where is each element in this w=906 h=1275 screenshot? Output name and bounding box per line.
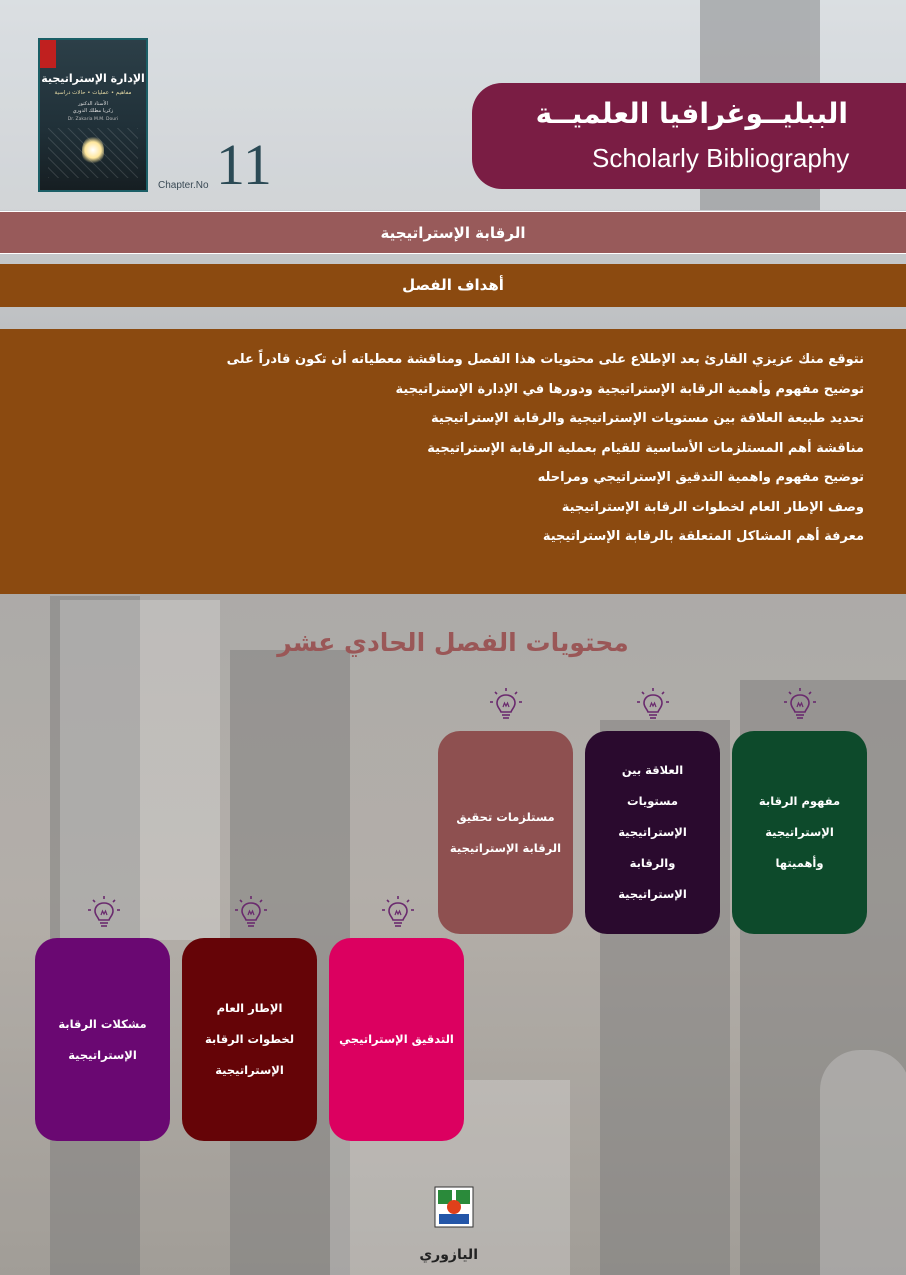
header-banner [472, 83, 906, 189]
objective-line: توضيح مفهوم واهمية التدقيق الإستراتيجي ومراحله [537, 470, 864, 485]
objectives-heading-bar: أهداف الفصل [0, 264, 906, 307]
content-card: مشكلات الرقابة الإستراتيجية [35, 938, 170, 1141]
objective-line: نتوقع منك عزيزي القارئ بعد الإطلاع على محتويات هذا الفصل ومناقشة معطياته أن تكون قادراً على [226, 352, 864, 367]
objective-line: وصف الإطار العام لخطوات الرقابة الإستراتيجية [561, 499, 864, 515]
objective-line: توضيح مفهوم وأهمية الرقابة الإستراتيجية ودورها في الإدارة الإستراتيجية [395, 381, 864, 397]
book-ribbon [40, 40, 56, 68]
publisher-logo [419, 1185, 478, 1270]
lightbulb-icon [782, 686, 818, 722]
book-title: الإدارة الإستراتيجية [41, 72, 145, 85]
objectives-box [0, 329, 906, 594]
header-arabic-title: الببليــوغرافيا العلميــة [535, 97, 848, 130]
lightbulb-icon [635, 686, 671, 722]
publisher-logo-mark [430, 1185, 478, 1245]
objective-line: تحديد طبيعة العلاقة بين مستويات الإستراتيجية والرقابة الإستراتيجية [431, 411, 864, 426]
lightbulb-icon [488, 686, 524, 722]
content-card: الإطار العام لخطوات الرقابة الإستراتيجية [182, 938, 317, 1141]
objective-line: معرفة أهم المشاكل المتعلقة بالرقابة الإستراتيجية [542, 529, 864, 544]
lightbulb-icon [233, 894, 269, 930]
header-english-title: Scholarly Bibliography [592, 143, 850, 173]
book-subtitle: مفاهيم • عمليات • حالات دراسية [54, 90, 132, 96]
section-title-bar: الرقابة الإستراتيجية [0, 211, 906, 254]
book-author-name: زكريا مطلك الدوري [72, 108, 114, 114]
chapter-number: 11 [216, 132, 272, 197]
lightbulb-icon [380, 894, 416, 930]
book-author-label: الأستاذ الدكتور [78, 101, 108, 107]
contents-title: محتويات الفصل الحادي عشر [277, 628, 629, 657]
content-card: العلاقة بين مستويات الإستراتيجية والرقابة الإستراتيجية [585, 731, 720, 934]
book-author [40, 101, 146, 115]
book-author-en: Dr. Zakaria M.M. Douri [67, 117, 119, 122]
publisher-name: اليازوري [419, 1247, 478, 1263]
chapter-label: Chapter.No [158, 180, 209, 191]
content-card: التدقيق الإستراتيجي [329, 938, 464, 1141]
lightbulb-icon [86, 894, 122, 930]
book-cover [38, 38, 148, 192]
book-lightbulb-image [82, 136, 104, 164]
objective-line: مناقشة أهم المستلزمات الأساسية للقيام بعملية الرقابة الإستراتيجية [427, 440, 864, 456]
content-card: مفهوم الرقابة الإستراتيجية وأهميتها [732, 731, 867, 934]
content-card: مستلزمات تحقيق الرقابة الإستراتيجية [438, 731, 573, 934]
